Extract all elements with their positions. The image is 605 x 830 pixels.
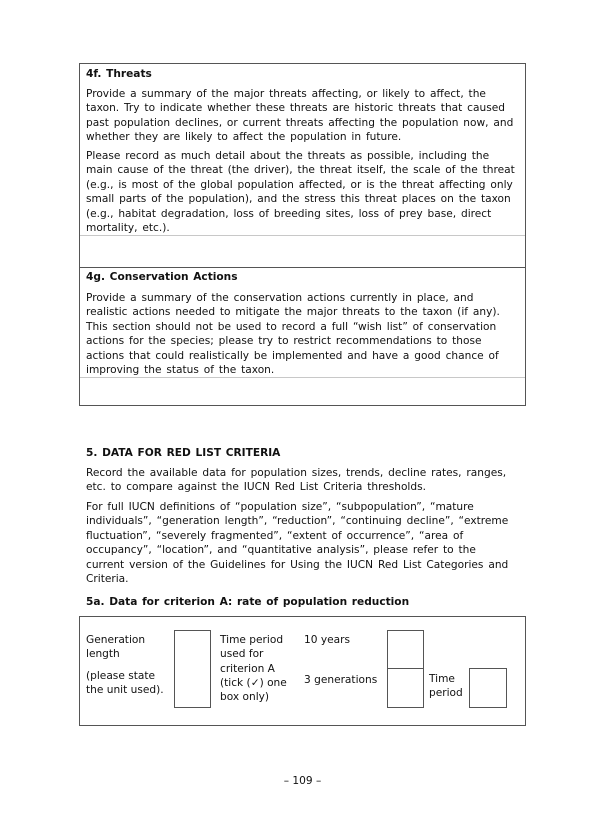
option-10-years-label: 10 years — [304, 634, 351, 646]
section-4f-heading: 4f. Threats — [86, 68, 152, 80]
page-number: – 109 – — [283, 775, 322, 787]
section-5-paragraph-2: For full IUCN definitions of “population size”, “subpopulation”, “mature individuals”, “generation length”, “reduction”, “continuing decline”, “extreme fluctuation”, “severely fragmented”, “extent of occurrence”, “area of occupancy”, “location”, and “quantitative analysis”, please refer to the current version of the Guidelines for Using the IUCN Red List Categories and Criteria. — [86, 501, 509, 586]
section-4f-bottom-rule — [80, 267, 525, 268]
section-4g-heading: 4g. Conservation Actions — [86, 271, 238, 283]
conservation-actions-answer-field[interactable] — [80, 378, 525, 405]
generation-length-label: Generation length — [86, 634, 146, 661]
time-period-result-label: Time period — [429, 673, 463, 700]
tick-note-label: (tick (✓) one box only) — [220, 677, 287, 704]
section-5a-heading: 5a. Data for criterion A: rate of population reduction — [86, 596, 410, 608]
time-period-input-box[interactable] — [469, 668, 507, 708]
threats-answer-field[interactable] — [80, 236, 525, 267]
section-5-heading: 5. DATA FOR RED LIST CRITERIA — [86, 447, 281, 459]
generation-length-input-box[interactable] — [174, 630, 211, 708]
section-4f-paragraph-2: Please record as much detail about the threats as possible, including the main cause of the threat (the driver), the threat itself, the scale of the threat (e.g., is most of the global population affected, or is the threat affecting only small parts of the population), and the stress this threat places on the taxon (e.g., habitat degradation, loss of breeding sites, loss of prey base, direct mortality, etc.). — [86, 150, 515, 235]
time-period-label: Time period used for criterion A — [220, 634, 284, 675]
section-4f-paragraph-1: Provide a summary of the major threats affecting, or likely to affect, the taxon. Try to indicate whether these threats are historic threats that caused past population declines, or current threats affecting the population now, and whether they are likely to affect the population in future. — [86, 88, 514, 144]
unit-note-label: (please state the unit used). — [86, 670, 164, 697]
option-3-generations-label: 3 generations — [304, 674, 378, 686]
option-3-generations-checkbox[interactable] — [387, 668, 424, 708]
option-10-years-checkbox[interactable] — [387, 630, 424, 669]
section-5-paragraph-1: Record the available data for population sizes, trends, decline rates, ranges, etc. to compare against the IUCN Red List Criteria thresholds. — [86, 467, 507, 494]
section-4g-paragraph-1: Provide a summary of the conservation actions currently in place, and realistic actions needed to mitigate the major threats to the taxon (if any). This section should not be used to record a full “wish list” of conservation actions for the species; please try to restrict recommendations to those actions that could realistically be implemented and have a good chance of improving the status of the taxon. — [86, 292, 500, 377]
